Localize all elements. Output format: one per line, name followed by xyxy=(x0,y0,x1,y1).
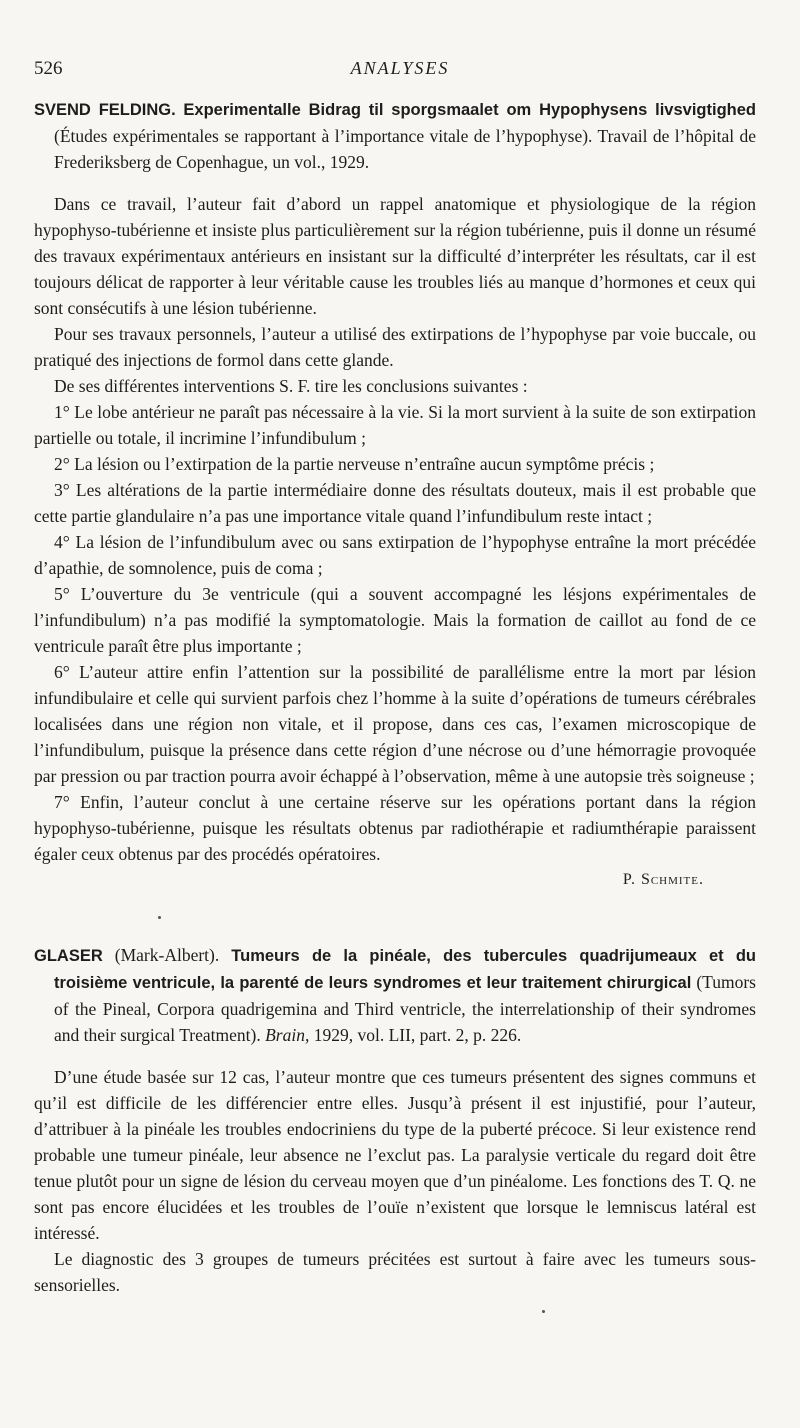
conclusion-item: 7° Enfin, l’auteur conclut à une certaine réserve sur les opérations portant dans la région hypophyso-tubérienne, puisque les résultats obtenus par radiothérapie et radiumthérapie paraissent égaler ceux obtenus par des procédés opératoires. xyxy=(34,792,756,864)
review-heading xyxy=(34,96,756,175)
paragraph: Dans ce travail, l’auteur fait d’abord un rappel anatomique et physiologique de la région hypophyso-tubérienne et insiste plus particulièrement sur la région tubérienne, puis il donne un résumé des travaux expérimentaux antérieurs en insistant sur la difficulté d’interpréter les résultats, car il est toujours délicat de rapporter à leur véritable cause les troubles liés au manque d’hormones et ceux qui sont consécutifs à une lésion tubérienne. xyxy=(34,194,756,318)
conclusion-item: 6° L’auteur attire enfin l’attention sur la possibilité de parallélisme entre la mort par lésion infundibulaire et celle qui survient parfois chez l’homme à la suite d’opérations de tumeurs cérébrales localisées dans une région non vitale, et il propose, dans ces cas, l’examen microscopique de l’infundibulum, puisque la présence dans cette région d’une nécrose ou d’une hémorragie provoquée par pression ou par traction pourra avoir échappé à l’observation, même à une autopsie très soigneuse ; xyxy=(34,662,756,786)
journal-name: Brain, xyxy=(265,1025,310,1045)
conclusion-item: 4° La lésion de l’infundibulum avec ou sans extirpation de l’hypophyse entraîne la mort précédée d’apathie, de somnolence, puis de coma ; xyxy=(34,532,756,578)
review-citation: (Études expérimentales se rapportant à l’importance vitale de l’hypophyse). Travail de l’hôpital de Frederiksberg de Copenhague, un vol., 1929. xyxy=(54,126,756,172)
paragraph: Pour ses travaux personnels, l’auteur a utilisé des extirpations de l’hypophyse par voie buccale, ou pratiqué des injections de formol dans cette glande. xyxy=(34,324,756,370)
review-glaser xyxy=(34,942,756,1298)
paragraph: Le diagnostic des 3 groupes de tumeurs précitées est surtout à faire avec les tumeurs sous-sensorielles. xyxy=(34,1249,756,1295)
conclusion-item: 1° Le lobe antérieur ne paraît pas nécessaire à la vie. Si la mort survient à la suite de son extirpation partielle ou totale, il incrimine l’infundibulum ; xyxy=(34,402,756,448)
review-citation-end: 1929, vol. LII, part. 2, p. 226. xyxy=(313,1025,522,1045)
running-title: ANALYSES xyxy=(350,58,450,78)
print-speck xyxy=(158,916,161,919)
conclusion-item: 2° La lésion ou l’extirpation de la partie nerveuse n’entraîne aucun symptôme précis ; xyxy=(54,454,655,474)
conclusion-item: 5° L’ouverture du 3e ventricule (qui a souvent accompagné les lésjons expérimentales de l’infundibulum) n’a pas modifié la symptomatologie. Mais la formation de caillot au fond de ce ventricule paraît être plus importante ; xyxy=(34,584,756,656)
running-head xyxy=(34,58,766,84)
reviewer-signature: P. Schmite. xyxy=(622,871,704,888)
review-heading xyxy=(34,942,756,1048)
page-number: 526 xyxy=(34,58,63,79)
review-title: Tumeurs de la pinéale, des tubercules quadrijumeaux et du troisième ventricule, la parenté de leurs syndromes et leur traitement chirurgical xyxy=(54,947,757,992)
print-speck xyxy=(542,1310,545,1313)
conclusion-item: 3° Les altérations de la partie intermédiaire donne des résultats douteux, mais il est probable que cette partie glandulaire n’a pas une importance vitale quand l’infundibulum reste intact ; xyxy=(34,480,756,526)
paragraph: D’une étude basée sur 12 cas, l’auteur montre que ces tumeurs présentent des signes communs et qu’il est difficile de les différencier entre elles. Jusqu’à présent il est injustifié, pour l’auteur, d’attribuer à la pinéale les troubles endocriniens du type de la puberté précoce. Si leur existence rend probable une tumeur pinéale, leur absence ne l’exclut pas. La paralysie verticale du regard doit être tenue plutôt pour un signe de lésion du cerveau moyen que d’un pinéalome. Les fonctions des T. Q. ne sont pas encore élucidées et les troubles de l’ouïe n’existent que lorsque le lemniscus latéral est intéressé. xyxy=(34,1067,756,1243)
review-title: Experimentalle Bidrag til sporgsmaalet om Hypophysens livsvigtighed xyxy=(183,101,756,119)
paragraph: De ses différentes interventions S. F. tire les conclusions suivantes : xyxy=(54,376,528,396)
review-author-detail: (Mark-Albert). xyxy=(114,945,220,965)
review-citation: (Tumors of the Pineal, Corpora quadrigemina and Third ventricle, the interrelationship of their syndromes and their surgical Treatment). xyxy=(54,972,756,1045)
review-author: GLASER xyxy=(34,947,103,965)
review-felding xyxy=(34,96,756,893)
review-author: SVEND FELDING. xyxy=(34,101,176,119)
